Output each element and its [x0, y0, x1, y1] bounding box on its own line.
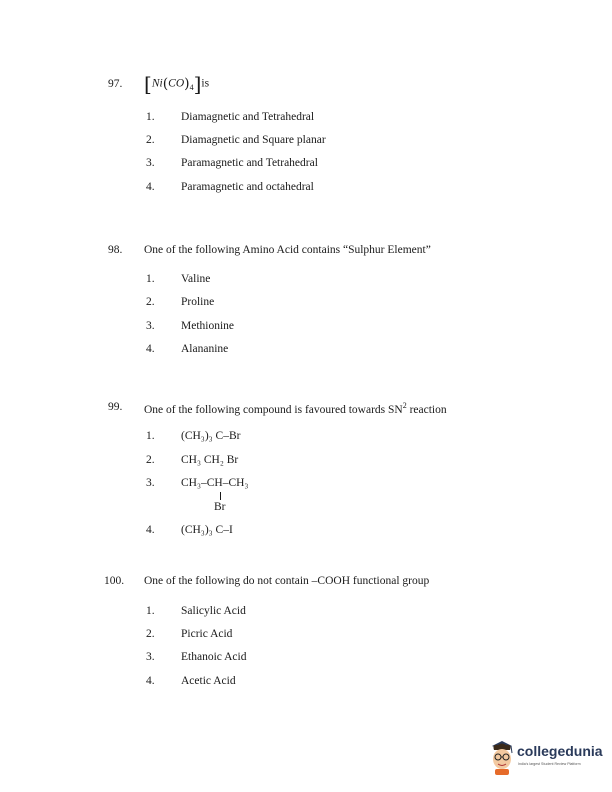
option-99-2[interactable]: 2. CH₃ CH₂ Br — [146, 454, 239, 466]
bond-line — [220, 492, 221, 500]
question-number: 97. — [108, 78, 123, 90]
logo-tagline: India's largest Student Review Platform — [518, 762, 581, 766]
option-100-4[interactable]: 4. Acetic Acid — [146, 675, 236, 687]
question-number: 100. — [104, 575, 125, 587]
option-99-1[interactable]: 1. (CH₃)₃ C–Br — [146, 430, 241, 442]
logo-text: collegedunia — [517, 743, 603, 759]
question-text: One of the following do not contain –COOH functional group — [144, 575, 430, 587]
option-99-4[interactable]: 4. (CH₃)₃ C–I — [146, 524, 233, 536]
option-98-2[interactable]: 2. Proline — [146, 296, 215, 308]
bromine-substituent: Br — [214, 501, 226, 513]
question-text: One of the following compound is favoured towards $SN^2$ reaction — [144, 401, 447, 416]
question-text: $[Ni(CO)_4]is$ — [144, 72, 210, 96]
collegedunia-logo[interactable] — [488, 738, 603, 780]
option-100-3[interactable]: 3. Ethanoic Acid — [146, 651, 247, 663]
option-100-2[interactable]: 2. Picric Acid — [146, 628, 233, 640]
option-97-4[interactable]: 4. Paramagnetic and octahedral — [146, 181, 314, 193]
question-number: 99. — [108, 401, 123, 413]
option-98-4[interactable]: 4. Alananine — [146, 343, 229, 355]
option-97-2[interactable]: 2. Diamagnetic and Square planar — [146, 134, 326, 146]
question-number: 98. — [108, 244, 123, 256]
option-97-3[interactable]: 3. Paramagnetic and Tetrahedral — [146, 157, 318, 169]
option-98-1[interactable]: 1. Valine — [146, 273, 211, 285]
option-98-3[interactable]: 3. Methionine — [146, 320, 235, 332]
option-99-3[interactable]: 3. CH₃–CH–CH₃ Br — [146, 477, 249, 513]
question-text: One of the following Amino Acid contains “Sulphur Element” — [144, 244, 431, 256]
mascot-icon — [488, 738, 516, 776]
option-97-1[interactable]: 1. Diamagnetic and Tetrahedral — [146, 111, 315, 123]
option-100-1[interactable]: 1. Salicylic Acid — [146, 605, 246, 617]
